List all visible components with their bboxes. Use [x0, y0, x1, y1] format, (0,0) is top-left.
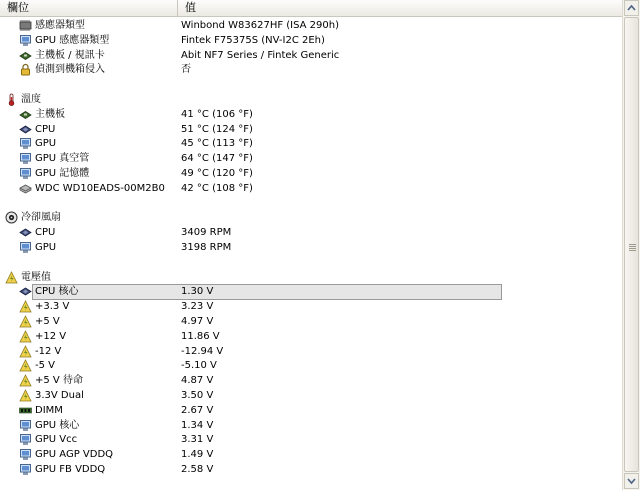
field-label: CPU — [35, 227, 56, 239]
list-row[interactable] — [0, 418, 622, 433]
field-label: GPU AGP VDDQ — [35, 449, 114, 461]
list-row[interactable] — [0, 373, 622, 388]
list-row[interactable] — [0, 151, 622, 166]
motherboard-icon — [19, 108, 32, 121]
voltage-icon — [19, 374, 32, 387]
field-value: Abit NF7 Series / Fintek Generic — [181, 49, 340, 61]
list-row[interactable] — [0, 225, 622, 240]
field-value: 2.67 V — [181, 404, 214, 416]
monitor-icon — [19, 433, 32, 446]
list-row[interactable] — [0, 284, 622, 299]
list-row-empty — [0, 196, 622, 211]
monitor-icon — [19, 167, 32, 180]
voltage-icon — [19, 359, 32, 372]
cpu-icon — [19, 285, 32, 298]
field-value: 1.34 V — [181, 419, 214, 431]
fan-icon — [5, 211, 18, 224]
voltage-icon — [19, 330, 32, 343]
vertical-scrollbar[interactable] — [622, 0, 640, 490]
field-value: 1.49 V — [181, 449, 214, 461]
group-heading: 電壓值 — [21, 271, 51, 283]
voltage-icon — [5, 271, 18, 284]
list-row[interactable] — [0, 403, 622, 418]
field-value: 3.31 V — [181, 434, 214, 446]
field-label: +3.3 V — [35, 301, 70, 313]
column-header-value[interactable]: 值 — [185, 1, 196, 14]
list-row[interactable] — [0, 314, 622, 329]
field-label: GPU — [35, 138, 57, 150]
monitor-icon — [19, 241, 32, 254]
list-row[interactable] — [0, 358, 622, 373]
field-value: -5.10 V — [181, 360, 217, 372]
field-label: 偵測到機箱侵入 — [35, 64, 105, 76]
cpu-icon — [19, 226, 32, 239]
field-label: GPU — [35, 242, 57, 253]
field-value: 3.23 V — [181, 301, 214, 313]
field-value: 否 — [181, 64, 191, 76]
sensor-list — [0, 18, 622, 488]
field-label: GPU 真空管 — [35, 153, 90, 165]
field-value: 64 °C (147 °F) — [181, 153, 253, 165]
field-label: GPU FB VDDQ — [35, 464, 106, 475]
list-row[interactable] — [0, 62, 622, 77]
field-value: 1.30 V — [181, 286, 214, 298]
field-value: 41 °C (106 °F) — [181, 108, 253, 120]
list-row[interactable] — [0, 432, 622, 447]
scroll-up-button[interactable] — [624, 0, 639, 16]
field-label: -12 V — [35, 345, 62, 357]
field-value: 2.58 V — [181, 464, 214, 475]
selection-highlight — [32, 284, 502, 300]
field-value: 3198 RPM — [181, 242, 232, 253]
voltage-icon — [19, 345, 32, 358]
list-row[interactable] — [0, 107, 622, 122]
field-label: CPU 核心 — [35, 286, 79, 298]
list-row[interactable] — [0, 166, 622, 181]
field-label: 3.3V Dual — [35, 390, 84, 401]
voltage-icon — [19, 300, 32, 313]
field-label: CPU — [35, 123, 56, 135]
field-label: GPU 感應器類型 — [35, 34, 110, 46]
field-label: GPU Vcc — [35, 434, 78, 446]
field-label: WDC WD10EADS-00M2B0 — [35, 182, 165, 194]
field-label: +12 V — [35, 330, 67, 342]
list-row[interactable] — [0, 329, 622, 344]
monitor-icon — [19, 137, 32, 150]
column-header-field[interactable]: 欄位 — [0, 0, 178, 16]
list-row[interactable] — [0, 18, 622, 33]
scroll-thumb[interactable] — [624, 17, 639, 472]
field-label: +5 V — [35, 316, 60, 327]
scroll-down-button[interactable] — [624, 473, 639, 489]
cpu-icon — [19, 123, 32, 136]
list-row[interactable] — [0, 447, 622, 462]
field-value: 3409 RPM — [181, 227, 232, 239]
monitor-icon — [19, 34, 32, 47]
voltage-icon — [19, 315, 32, 328]
field-value: 3.50 V — [181, 390, 214, 401]
list-row[interactable] — [0, 136, 622, 151]
monitor-icon — [19, 152, 32, 165]
field-value: 42 °C (108 °F) — [181, 182, 253, 194]
list-row[interactable] — [0, 270, 622, 285]
field-value: 51 °C (124 °F) — [181, 123, 253, 135]
group-heading: 冷卻風扇 — [21, 212, 61, 224]
field-label: 感應器類型 — [35, 20, 85, 31]
voltage-icon — [19, 389, 32, 402]
list-row[interactable] — [0, 92, 622, 107]
field-value: 4.97 V — [181, 316, 214, 327]
field-label: 主機板 / 視訊卡 — [35, 49, 105, 61]
list-row[interactable] — [0, 48, 622, 63]
list-row[interactable] — [0, 122, 622, 137]
field-label: GPU 核心 — [35, 419, 80, 431]
monitor-icon — [19, 463, 32, 476]
group-heading: 溫度 — [21, 94, 41, 105]
list-row[interactable] — [0, 299, 622, 314]
field-value: Fintek F75375S (NV-I2C 2Eh) — [181, 34, 325, 46]
field-value: Winbond W83627HF (ISA 290h) — [181, 20, 339, 31]
arrow-down-icon — [625, 474, 638, 488]
field-value: 49 °C (120 °F) — [181, 168, 253, 179]
field-label: GPU 記憶體 — [35, 168, 90, 179]
monitor-icon — [19, 419, 32, 432]
motherboard-icon — [19, 49, 32, 62]
thermometer-icon — [5, 93, 18, 106]
field-label: DIMM — [35, 404, 63, 416]
field-value: 45 °C (113 °F) — [181, 138, 253, 150]
list-row[interactable] — [0, 33, 622, 48]
field-value: 11.86 V — [181, 330, 220, 342]
memory-icon — [19, 404, 32, 417]
list-header — [0, 0, 622, 17]
field-label: +5 V 待命 — [35, 375, 83, 387]
list-row[interactable] — [0, 344, 622, 359]
field-value: 4.87 V — [181, 375, 214, 387]
monitor-icon — [19, 448, 32, 461]
list-row-empty — [0, 77, 622, 92]
field-label: -5 V — [35, 360, 55, 372]
list-row[interactable] — [0, 210, 622, 225]
lock-icon — [19, 63, 32, 76]
list-row-empty — [0, 255, 622, 270]
hard-disk-icon — [19, 182, 32, 195]
arrow-up-icon — [625, 1, 638, 15]
sensor-chip-icon — [19, 19, 32, 32]
list-row[interactable] — [0, 240, 622, 255]
field-label: 主機板 — [35, 108, 65, 120]
list-row[interactable] — [0, 388, 622, 403]
list-row[interactable] — [0, 181, 622, 196]
list-row[interactable] — [0, 462, 622, 477]
field-value: -12.94 V — [181, 345, 224, 357]
